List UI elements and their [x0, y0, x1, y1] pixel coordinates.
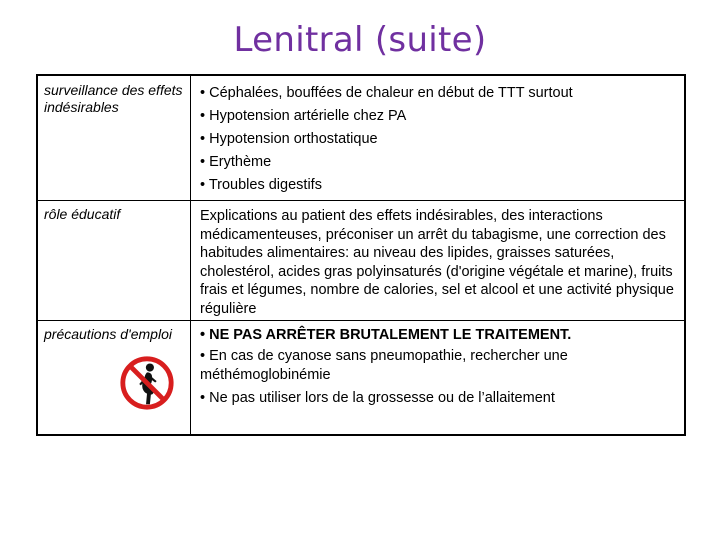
list-item: • Ne pas utiliser lors de la grossesse ou de l’allaitement	[200, 390, 555, 406]
table-row-educatif	[38, 200, 684, 321]
row-label-precautions: précautions d'emploi	[44, 326, 172, 342]
row-content-surveillance	[200, 82, 680, 197]
list-item: • Céphalées, bouffées de chaleur en début de TTT surtout	[200, 85, 573, 101]
list-item: • NE PAS ARRÊTER BRUTALEMENT LE TRAITEMENT.	[200, 327, 572, 343]
page-title: Lenitral (suite)	[233, 20, 487, 60]
table-row-surveillance	[38, 76, 684, 201]
list-item: • Hypotension orthostatique	[200, 131, 378, 147]
list-item: • En cas de cyanose sans pneumopathie, rechercher une méthémoglobinémie	[200, 348, 568, 383]
row-content-educatif: Explications au patient des effets indésirables, des interactions médicamenteuses, préconiser un arrêt du tabagisme, une correction des habitudes alimentaires: au niveau des lipides, graisses saturées, cholestérol, acides gras polyinsaturés (d'origine végétale et marine), fruits frais et légumes, nombre de calories, sel et alcool et une activité physique régulière	[200, 208, 674, 317]
list-item: • Erythème	[200, 154, 272, 170]
info-table	[36, 74, 686, 436]
row-content-precautions	[200, 326, 680, 408]
row-label-educatif: rôle éducatif	[44, 206, 121, 222]
list-item: • Hypotension artérielle chez PA	[200, 108, 407, 124]
list-item: • Troubles digestifs	[200, 177, 322, 193]
row-label-surveillance: surveillance des effets indésirables	[44, 82, 183, 115]
no-pregnancy-icon	[118, 354, 176, 412]
